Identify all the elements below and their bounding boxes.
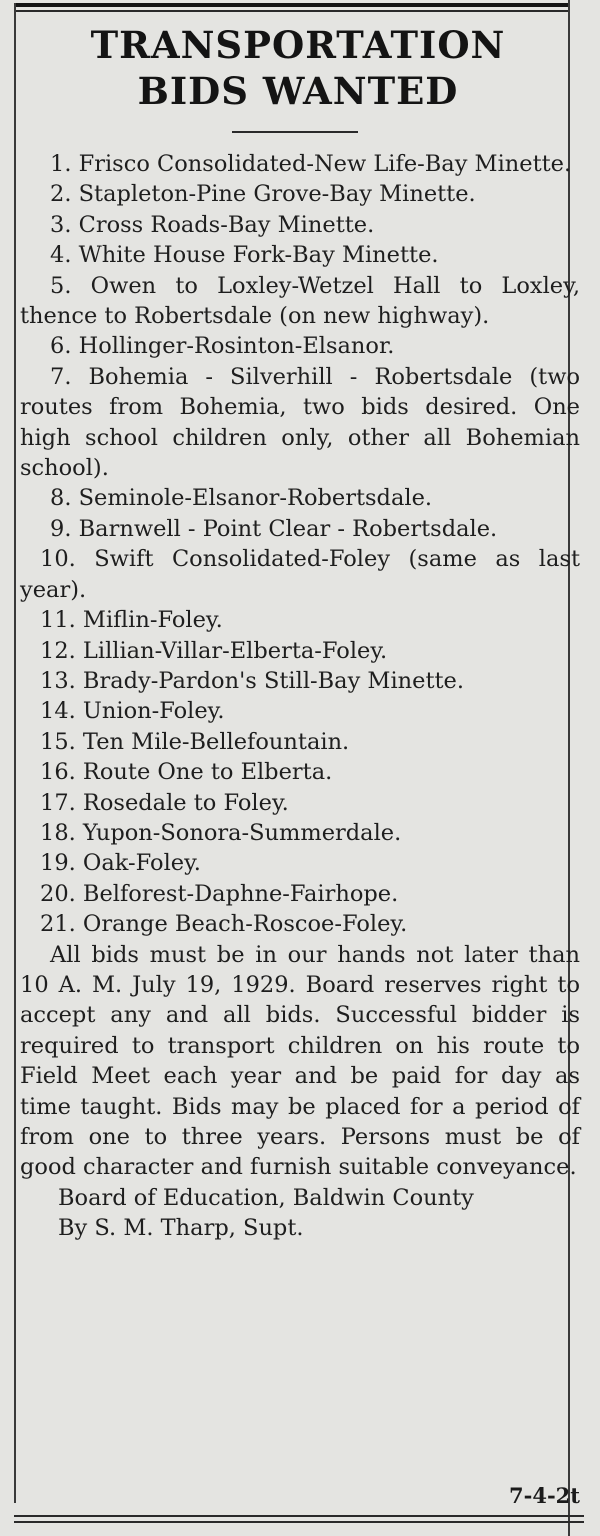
route-item: 9. Barnwell - Point Clear - Robertsdale. — [50, 515, 498, 542]
top-rule-thin — [14, 10, 570, 12]
notice-body — [20, 149, 580, 1244]
route-item: 8. Seminole-Elsanor-Robertsdale. — [50, 485, 433, 512]
route-item: 10. Swift Consolidated-Foley (same as last year). — [20, 546, 580, 603]
route-item: 19. Oak-Foley. — [40, 850, 201, 877]
route-item: 21. Orange Beach-Roscoe-Foley. — [40, 911, 408, 938]
issue-code: 7-4-2t — [509, 1483, 580, 1508]
route-item: 11. Miflin-Foley. — [40, 607, 223, 634]
bottom-rule — [14, 1515, 584, 1517]
headline-line-2: BIDS WANTED — [137, 69, 459, 113]
headline-divider — [232, 131, 358, 133]
signature-board: Board of Education, Baldwin County — [58, 1184, 474, 1211]
route-item: 16. Route One to Elberta. — [40, 759, 333, 786]
bottom-rule-thin — [14, 1521, 584, 1523]
top-rule — [14, 3, 570, 7]
route-item: 20. Belforest-Daphne-Fairhope. — [40, 880, 399, 907]
notice-paragraph: All bids must be in our hands not later than 10 A. M. July 19, 1929. Board reserves right to accept any and all bids. Successful bidder is required to transport children on his route to Field Meet each year and be paid for day as time taught. Bids may be placed for a period of from one to three years. Persons must be of good character and furnish suitable conveyance. — [20, 941, 580, 1181]
headline-line-1: TRANSPORTATION — [90, 23, 506, 67]
route-item: 14. Union-Foley. — [40, 698, 225, 725]
route-item: 3. Cross Roads-Bay Minette. — [50, 211, 375, 238]
route-item: 2. Stapleton-Pine Grove-Bay Minette. — [50, 181, 476, 208]
route-item: 7. Bohemia - Silverhill - Robertsdale (two routes from Bohemia, two bids desired. One high school children only, other all Bohemian school). — [20, 363, 580, 482]
left-column-rule — [14, 3, 16, 1503]
route-item: 12. Lillian-Villar-Elberta-Foley. — [40, 637, 388, 664]
route-item: 1. Frisco Consolidated-New Life-Bay Minette. — [50, 151, 572, 177]
signature-superintendent: By S. M. Tharp, Supt. — [58, 1215, 304, 1242]
route-item: 5. Owen to Loxley-Wetzel Hall to Loxley, thence to Robertsdale (on new highway). — [20, 272, 580, 330]
route-item: 6. Hollinger-Rosinton-Elsanor. — [50, 333, 395, 360]
route-item: 13. Brady-Pardon's Still-Bay Minette. — [40, 667, 465, 694]
route-item: 4. White House Fork-Bay Minette. — [50, 242, 439, 269]
route-item: 18. Yupon-Sonora-Summerdale. — [40, 819, 402, 846]
route-item: 15. Ten Mile-Bellefountain. — [40, 728, 350, 755]
route-item: 17. Rosedale to Foley. — [40, 789, 289, 816]
headline — [20, 22, 576, 114]
